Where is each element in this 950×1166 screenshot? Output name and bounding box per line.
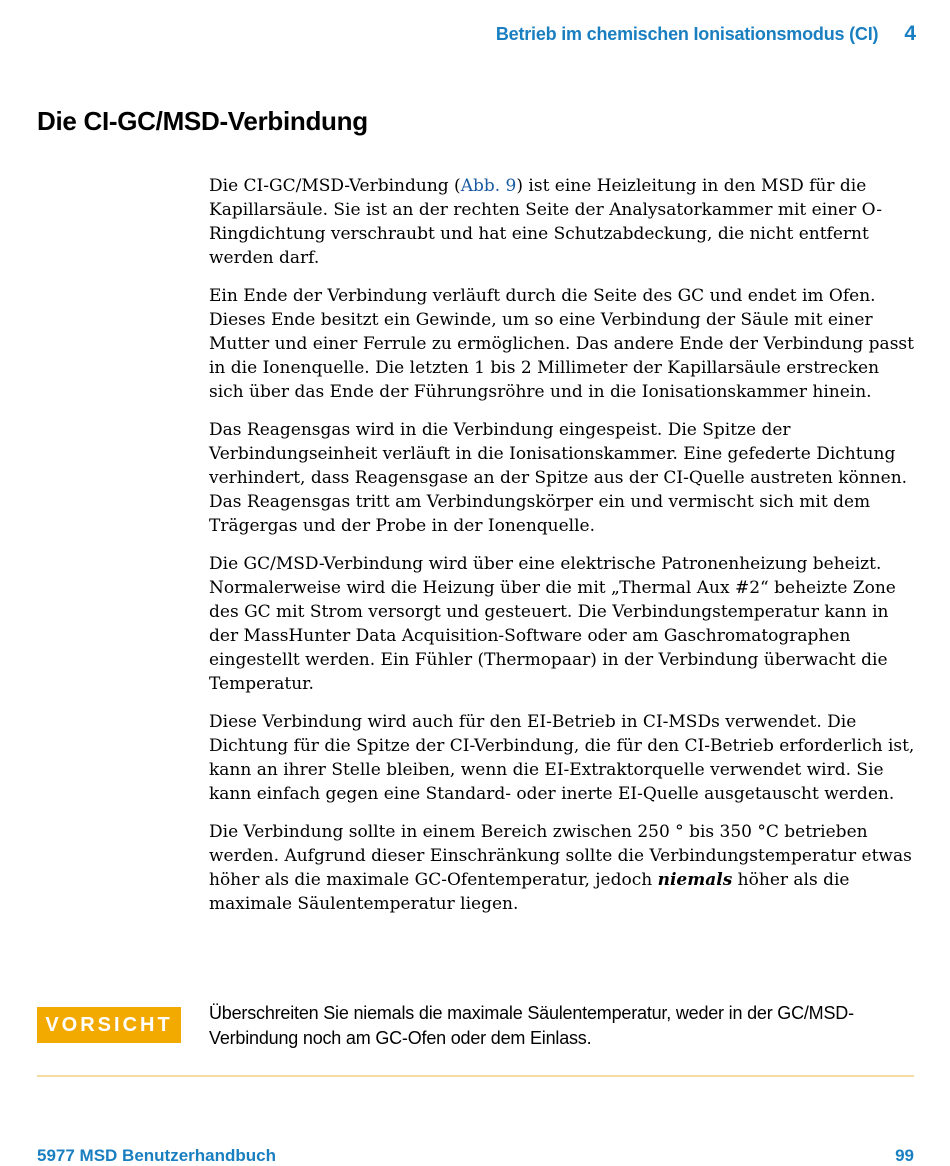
caution-badge: VORSICHT [37,1007,181,1043]
paragraph-4: Die GC/MSD-Verbindung wird über eine elektrische Patronenheizung beheizt. Normalerweise wird die Heizung über die mit „Thermal Aux #2“ beheizte Zone des GC mit Strom versorgt und gesteuert. Die Verbindungstemperatur kann in der MassHunter Data Acquisition-Software oder am Gaschromatographen eingestellt werden. Ein Fühler (Thermopaar) in der Verbindung überwacht die Temperatur. [209,554,896,694]
paragraph-3: Das Reagensgas wird in die Verbindung eingespeist. Die Spitze der Verbindungseinheit verläuft in die Ionisationskammer. Eine gefederte Dichtung verhindert, dass Reagensgase an der Spitze aus der CI-Quelle austreten können. Das Reagensgas tritt am Verbindungskörper ein und vermischt sich mit dem Trägergas und der Probe in der Ionenquelle. [209,420,908,536]
manual-title: 5977 MSD Benutzerhandbuch [37,1146,276,1165]
paragraph-6 [209,820,915,916]
section-title: Betrieb im chemischen Ionisationsmodus (CI) [495,24,879,44]
body-text [209,174,915,930]
paragraph-6-text-a: Die Verbindung sollte in einem Bereich zwischen 250 ° bis 350 °C betrieben werden. Aufgrund dieser Einschränkung sollte die Verbindungstemperatur etwas höher als die maximale GC-Ofentemperatur, jedoch [209,822,912,890]
paragraph-1-text-a: Die CI-GC/MSD-Verbindung ( [209,176,461,196]
caution-text: Überschreiten Sie niemals die maximale Säulentemperatur, weder in der GC/MSD-Verbindung noch am GC-Ofen oder dem Einlass. [209,1003,854,1048]
paragraph-5: Diese Verbindung wird auch für den EI-Betrieb in CI-MSDs verwendet. Die Dichtung für die Spitze der CI-Verbindung, die für den CI-Betrieb erforderlich ist, kann an ihrer Stelle bleiben, wenn die EI-Extraktorquelle verwendet wird. Sie kann einfach gegen eine Standard- oder inerte EI-Quelle ausgetauscht werden. [209,712,915,804]
paragraph-1 [209,174,915,270]
footer-divider [37,1075,914,1077]
page-heading: Die CI-GC/MSD-Verbindung [37,106,368,136]
running-footer [37,1146,914,1166]
running-header [0,22,916,46]
paragraph-6-text-b: höher als die maximale Säulentemperatur liegen. [209,870,850,914]
paragraph-1-text-b: ) ist eine Heizleitung in den MSD für die Kapillarsäule. Sie ist an der rechten Seite der Analysatorkammer mit einer O-Ringdichtung verschraubt und hat eine Schutzabdeckung, die nicht entfernt werden darf. [209,176,882,268]
emphasis-niemals: niemals [657,870,733,890]
figure-link[interactable]: Abb. 9 [460,176,517,196]
page-number: 99 [895,1146,914,1165]
paragraph-2: Ein Ende der Verbindung verläuft durch die Seite des GC und endet im Ofen. Dieses Ende besitzt ein Gewinde, um so eine Verbindung der Säule mit einer Mutter und einer Ferrule zu ermöglichen. Das andere Ende der Verbindung passt in die Ionenquelle. Die letzten 1 bis 2 Millimeter der Kapillarsäule erstrecken sich über das Ende der Führungsröhre und in die Ionisationskammer hinein. [209,286,914,402]
chapter-number: 4 [904,22,916,45]
